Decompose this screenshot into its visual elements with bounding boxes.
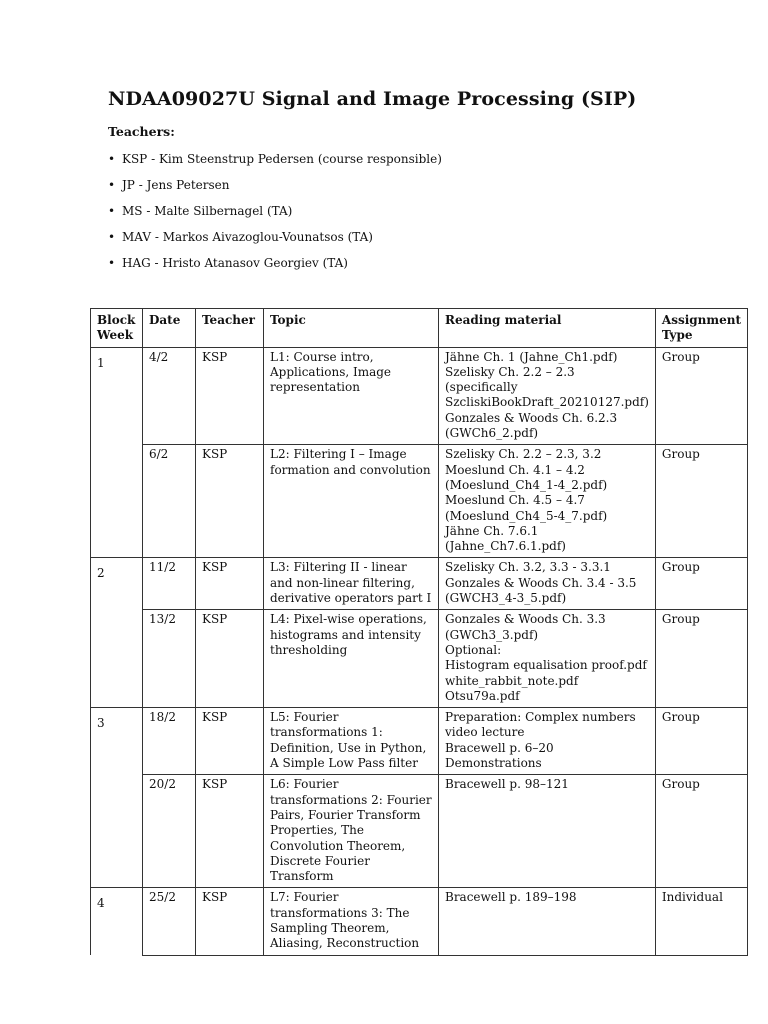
cell-topic: L6: Fourier transformations 2: Fourier Pairs, Fourier Transform Properties, The Convolution Theorem, Discrete Fourier Transform [264,775,439,888]
cell-teacher: KSP [196,708,264,775]
document-title: NDAA09027U Signal and Image Processing (SIP) [108,88,637,110]
cell-date: 18/2 [143,708,196,775]
cell-date: 11/2 [143,558,196,610]
teacher-item: • HAG - Hristo Atanasov Georgiev (TA) [108,250,442,276]
reading-item: white_rabbit_note.pdf [445,673,579,688]
bullet-icon: • [108,152,116,166]
cell-block-week: 2 [91,558,143,610]
header-date: Date [143,309,196,348]
header-assignment-type: Assignment Type [655,309,747,348]
cell-date: 6/2 [143,445,196,558]
reading-item: Bracewell p. 98–121 [445,777,569,792]
reading-item: Demonstrations [445,756,542,771]
cell-assignment-type: Group [655,708,747,775]
cell-date: 4/2 [143,347,196,445]
reading-item: Gonzales & Woods Ch. 6.2.3 (GWCh6_2.pdf) [445,410,618,441]
cell-reading [439,445,656,558]
cell-assignment-type: Individual [655,888,747,955]
bullet-icon: • [108,230,116,244]
cell-reading [439,888,656,955]
table-row [91,445,748,558]
reading-item: Otsu79a.pdf [445,688,520,703]
cell-topic: L7: Fourier transformations 3: The Sampling Theorem, Aliasing, Reconstruction [264,888,439,955]
table-row [91,610,748,708]
cell-topic: L2: Filtering I – Image formation and convolution [264,445,439,558]
cell-date: 13/2 [143,610,196,708]
cell-block-week [91,775,143,888]
cell-assignment-type: Group [655,775,747,888]
cell-topic: L1: Course intro, Applications, Image representation [264,347,439,445]
table-row [91,708,748,775]
bullet-icon: • [108,204,116,218]
table-header-row [91,309,748,348]
cell-block-week [91,445,143,558]
reading-item: Moeslund Ch. 4.5 – 4.7 (Moeslund_Ch4_5-4_7.pdf) [445,493,608,523]
cell-teacher: KSP [196,445,264,558]
reading-item: Szelisky Ch. 2.2 – 2.3 (specifically SzcliskiBookDraft_20210127.pdf) [445,364,649,410]
cell-block-week: 4 [91,888,143,955]
reading-item: Jähne Ch. 7.6.1 (Jahne_Ch7.6.1.pdf) [445,523,566,554]
cell-block-week [91,610,143,708]
teacher-item: • JP - Jens Petersen [108,172,442,198]
reading-item: Szelisky Ch. 3.2, 3.3 - 3.3.1 [445,560,611,575]
cell-reading [439,347,656,445]
cell-topic: L3: Filtering II - linear and non-linear filtering, derivative operators part I [264,558,439,610]
cell-assignment-type: Group [655,445,747,558]
table-row [91,558,748,610]
bullet-icon: • [108,178,116,192]
teacher-list [108,146,442,276]
cell-assignment-type: Group [655,558,747,610]
cell-assignment-type: Group [655,610,747,708]
reading-item: Gonzales & Woods Ch. 3.4 - 3.5 (GWCH3_4-3_5.pdf) [445,575,637,606]
cell-date: 25/2 [143,888,196,955]
cell-reading [439,708,656,775]
teacher-item: • MAV - Markos Aivazoglou-Vounatsos (TA) [108,224,442,250]
teacher-item: • MS - Malte Silbernagel (TA) [108,198,442,224]
header-topic: Topic [264,309,439,348]
reading-item: Histogram equalisation proof.pdf [445,658,647,673]
teachers-heading: Teachers: [108,124,175,139]
reading-item: Gonzales & Woods Ch. 3.3 (GWCh3_3.pdf) [445,612,606,642]
cell-block-week: 1 [91,347,143,445]
reading-item: Szelisky Ch. 2.2 – 2.3, 3.2 [445,447,602,462]
reading-item: Bracewell p. 6–20 [445,740,554,755]
cell-block-week: 3 [91,708,143,775]
cell-reading [439,775,656,888]
table-row [91,775,748,888]
cell-teacher: KSP [196,610,264,708]
cell-assignment-type: Group [655,347,747,445]
cell-teacher: KSP [196,775,264,888]
table-row [91,347,748,445]
reading-item: Moeslund Ch. 4.1 – 4.2 (Moeslund_Ch4_1-4_2.pdf) [445,462,608,492]
reading-item: Optional: [445,642,502,657]
schedule-table [90,308,748,956]
cell-date: 20/2 [143,775,196,888]
bullet-icon: • [108,256,116,270]
cell-teacher: KSP [196,347,264,445]
header-teacher: Teacher [196,309,264,348]
reading-item: Bracewell p. 189–198 [445,890,577,905]
header-reading: Reading material [439,309,656,348]
cell-reading [439,558,656,610]
cell-topic: L4: Pixel-wise operations, histograms and intensity thresholding [264,610,439,708]
reading-item: Preparation: Complex numbers video lecture [445,710,636,740]
teacher-item: • KSP - Kim Steenstrup Pedersen (course responsible) [108,146,442,172]
reading-item: Jähne Ch. 1 (Jahne_Ch1.pdf) [445,349,618,364]
cell-topic: L5: Fourier transformations 1: Definition, Use in Python, A Simple Low Pass filter [264,708,439,775]
header-block-week: Block Week [91,309,143,348]
cell-teacher: KSP [196,888,264,955]
cell-teacher: KSP [196,558,264,610]
table-row [91,888,748,955]
cell-reading [439,610,656,708]
